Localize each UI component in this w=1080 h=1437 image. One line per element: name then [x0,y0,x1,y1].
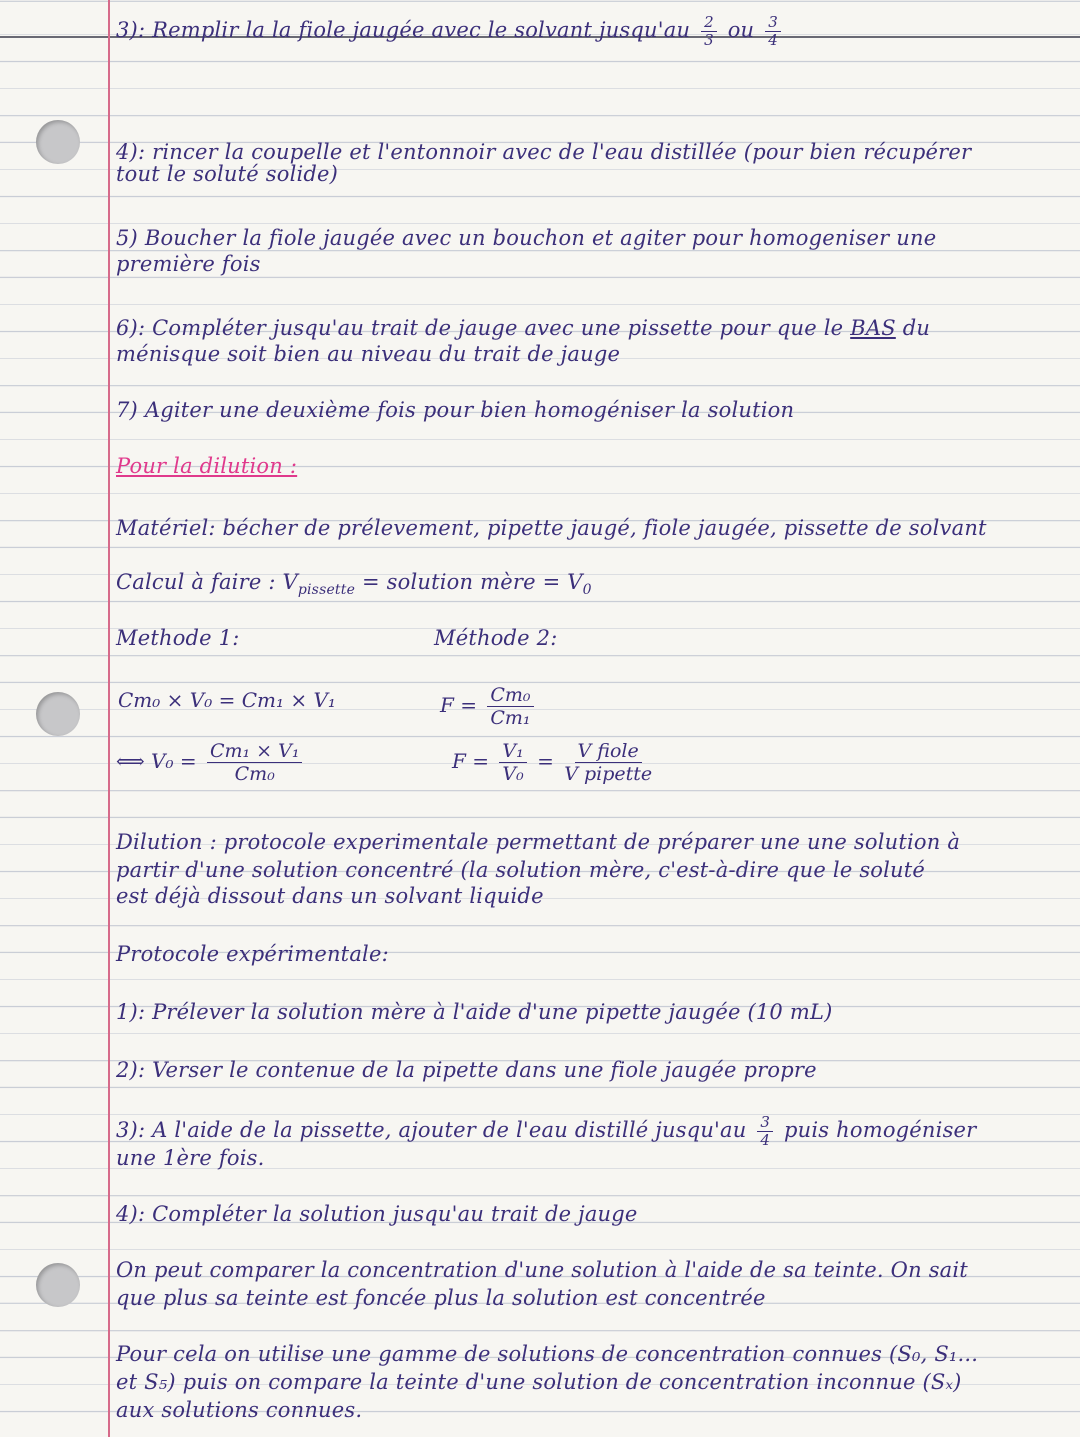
protocole-step-3-line-2: une 1ère fois. [116,1146,265,1170]
step-5-line-2: première fois [116,252,261,276]
dilution-heading: Pour la dilution : [116,454,298,478]
materiel-line: Matériel: bécher de prélevement, pipette jaugé, fiole jaugée, pissette de solvant [116,516,987,540]
definition-line-3: est déjà dissout dans un solvant liquide [116,884,544,908]
calcul-line: Calcul à faire : $V_{pissette}$ = solution mère = $V_0$ [116,570,592,599]
formula-factor-cm: F = $\frac{\text{Cm₀}}{\text{Cm₁}}$ [440,684,538,729]
protocole-heading: Protocole expérimentale: [116,942,389,966]
teinte-line-1: On peut comparer la concentration d'une solution à l'aide de sa teinte. On sait [116,1258,968,1282]
methode-1-heading: Methode 1: [116,626,240,650]
protocole-step-3-line-1: 3): A l'aide de la pissette, ajouter de l'eau distillé jusqu'au $\frac{3}{4}$ puis homogéniser [116,1113,977,1149]
protocole-step-2: 2): Verser le contenue de la pipette dans une fiole jaugée propre [116,1058,817,1082]
formula-factor-volumes: F = $\frac{\text{V₁}}{\text{V₀}}$ = $\frac{\text{V fiole}}{\text{V pipette}}$ [452,740,653,785]
definition-line-1: Dilution : protocole experimentale permettant de préparer une une solution à [116,830,961,854]
gamme-line-3: aux solutions connues. [116,1398,363,1422]
step-3: 3): Remplir la la fiole jaugée avec le solvant jusqu'au $\frac{2}{3}$ ou $\frac{3}{4}$ [116,14,785,49]
methode-2-heading: Méthode 2: [434,626,558,650]
formula-v0: ⟺ V₀ = $\frac{\text{Cm₁ × V₁}}{\text{Cm₀}}$ [116,740,306,785]
step-6-line-2: ménisque soit bien au niveau du trait de jauge [116,342,621,366]
protocole-step-4: 4): Compléter la solution jusqu'au trait de jauge [116,1202,638,1226]
binder-hole [36,692,80,736]
step-5-line-1: 5) Boucher la fiole jaugée avec un bouchon et agiter pour homogeniser une [116,226,937,250]
binder-hole [36,120,80,164]
margin-line [108,0,110,1437]
formula-conservation: Cm₀ × V₀ = Cm₁ × V₁ [118,688,336,712]
binder-hole [36,1263,80,1307]
definition-line-2: partir d'une solution concentré (la solution mère, c'est-à-dire que le soluté [116,858,926,882]
step-6-line-1: 6): Compléter jusqu'au trait de jauge avec une pissette pour que le BAS du [116,316,931,340]
step-4-line-2: tout le soluté solide) [116,162,339,186]
gamme-line-2: et S₅) puis on compare la teinte d'une solution de concentration inconnue (Sₓ) [116,1370,962,1394]
step-4-line-1: 4): rincer la coupelle et l'entonnoir avec de l'eau distillée (pour bien récupérer [116,140,972,164]
step-7: 7) Agiter une deuxième fois pour bien homogéniser la solution [116,398,795,422]
gamme-line-1: Pour cela on utilise une gamme de solutions de concentration connues (S₀, S₁... [116,1342,979,1366]
teinte-line-2: que plus sa teinte est foncée plus la solution est concentrée [116,1286,766,1310]
protocole-step-1: 1): Prélever la solution mère à l'aide d'une pipette jaugée (10 mL) [116,1000,833,1024]
